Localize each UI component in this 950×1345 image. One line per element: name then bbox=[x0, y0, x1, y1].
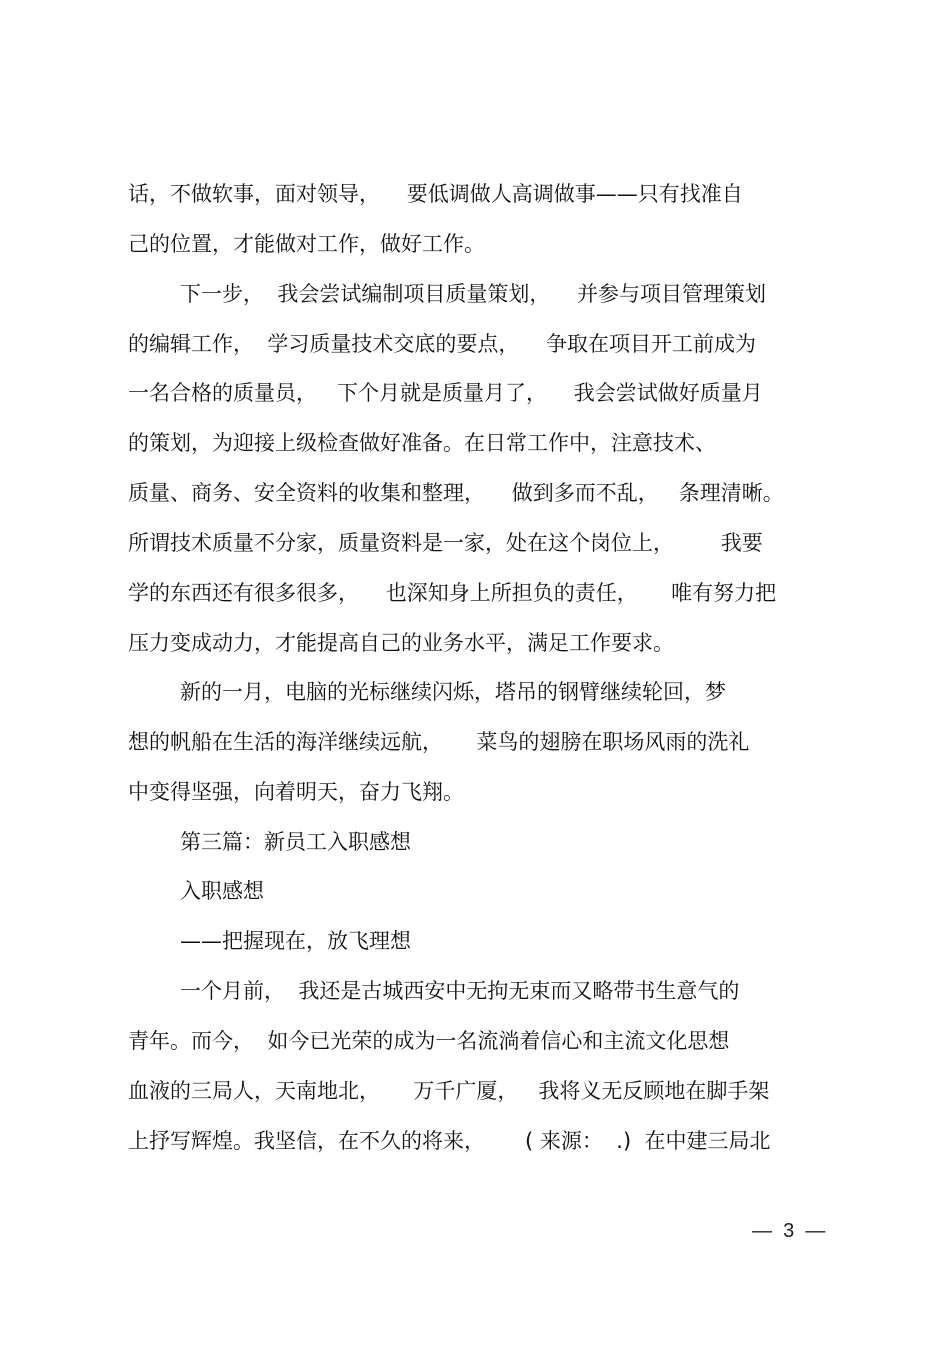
text-line: 的编辑工作， 学习质量技术交底的要点， 争取在项目开工前成为 bbox=[128, 332, 757, 356]
article-subtitle: ——把握现在，放飞理想 bbox=[180, 929, 411, 953]
article-title: 入职感想 bbox=[180, 879, 264, 903]
text-line: 青年。而今， 如今已光荣的成为一名流淌着信心和主流文化思想 bbox=[128, 1029, 730, 1053]
text-line: 上抒写辉煌。我坚信，在不久的将来， ( 来源： .) 在中建三局北 bbox=[128, 1129, 771, 1153]
text-line: 压力变成动力，才能提高自己的业务水平，满足工作要求。 bbox=[128, 631, 674, 655]
text-line: 话，不做软事，面对领导， 要低调做人高调做事——只有找准自 bbox=[128, 182, 743, 206]
text-line: 己的位置，才能做对工作，做好工作。 bbox=[128, 232, 485, 256]
text-line: 中变得坚强，向着明天，奋力飞翔。 bbox=[128, 780, 464, 804]
text-line: 下一步， 我会尝试编制项目质量策划， 并参与项目管理策划 bbox=[180, 282, 767, 306]
text-line: 所谓技术质量不分家，质量资料是一家，处在这个岗位上， 我要 bbox=[128, 531, 763, 555]
section-heading: 第三篇：新员工入职感想 bbox=[180, 830, 411, 854]
text-line: 血液的三局人，天南地北， 万千广厦， 我将义无反顾地在脚手架 bbox=[128, 1079, 770, 1103]
text-line: 一名合格的质量员， 下个月就是质量月了， 我会尝试做好质量月 bbox=[128, 381, 763, 405]
text-line: 质量、商务、安全资料的收集和整理， 做到多而不乱， 条理清晰。 bbox=[128, 481, 784, 505]
text-line: 新的一月，电脑的光标继续闪烁，塔吊的钢臂继续轮回，梦 bbox=[180, 680, 726, 704]
text-line: 一个月前， 我还是古城西安中无拘无束而又略带书生意气的 bbox=[180, 979, 740, 1003]
text-line: 想的帆船在生活的海洋继续远航， 菜鸟的翅膀在职场风雨的洗礼 bbox=[128, 730, 750, 754]
text-line: 学的东西还有很多很多， 也深知身上所担负的责任， 唯有努力把 bbox=[128, 581, 777, 605]
page-number: — 3 — bbox=[752, 1220, 826, 1242]
text-line: 的策划，为迎接上级检查做好准备。在日常工作中，注意技术、 bbox=[128, 431, 716, 455]
